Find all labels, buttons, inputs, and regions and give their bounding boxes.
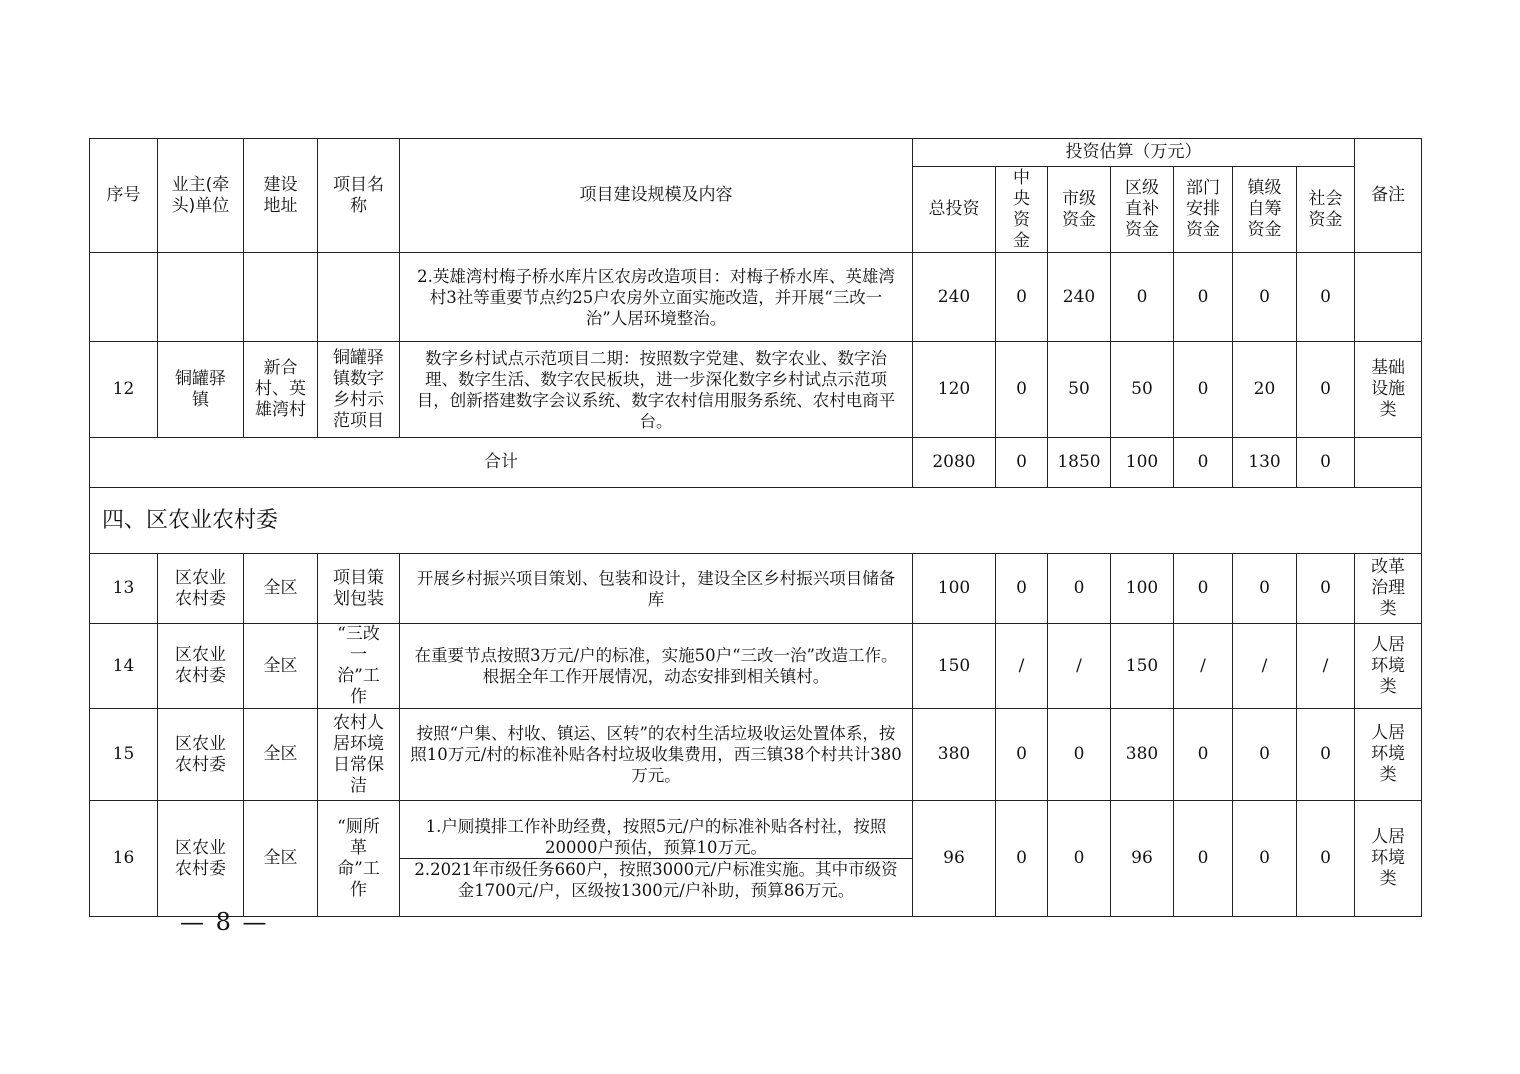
subtotal-district: 100 (1111, 438, 1174, 488)
table-row (90, 342, 1422, 438)
cell-city: 0 (1048, 801, 1111, 917)
cell-district: 380 (1111, 709, 1174, 801)
header-content: 项目建设规模及内容 (400, 139, 913, 253)
cell-central: / (996, 624, 1048, 709)
cell-total: 96 (913, 801, 996, 917)
cell-note (1355, 253, 1422, 342)
investment-table (89, 138, 1422, 917)
cell-district: 0 (1111, 253, 1174, 342)
cell-town: 0 (1233, 801, 1297, 917)
table-row (90, 253, 1422, 342)
cell-central: 0 (996, 554, 1048, 624)
cell-social: 0 (1297, 253, 1355, 342)
header-total: 总投资 (913, 167, 996, 253)
table-row (90, 801, 1422, 917)
cell-dept: 0 (1174, 554, 1233, 624)
cell-owner: 区农业农村委 (158, 709, 244, 801)
cell-city: 0 (1048, 554, 1111, 624)
cell-note: 人居环境类 (1355, 801, 1422, 917)
section-row (90, 488, 1422, 554)
cell-content: 开展乡村振兴项目策划、包装和设计，建设全区乡村振兴项目储备库 (400, 554, 913, 624)
header-city: 市级资金 (1048, 167, 1111, 253)
cell-city: / (1048, 624, 1111, 709)
subtotal-dept: 0 (1174, 438, 1233, 488)
cell-city: 0 (1048, 709, 1111, 801)
cell-project: 铜罐驿镇数字乡村示范项目 (318, 342, 400, 438)
cell-district: 50 (1111, 342, 1174, 438)
header-central: 中央资金 (996, 167, 1048, 253)
cell-seq: 13 (90, 554, 158, 624)
cell-city: 50 (1048, 342, 1111, 438)
cell-total: 120 (913, 342, 996, 438)
cell-content: 数字乡村试点示范项目二期：按照数字党建、数字农业、数字治理、数字生活、数字农民板块，进一步深化数字乡村试点示范项目，创新搭建数字会议系统、数字农村信用服务系统、农村电商平台。 (400, 342, 913, 438)
page-number: — 8 — (180, 908, 269, 936)
cell-dept: 0 (1174, 253, 1233, 342)
cell-central: 0 (996, 342, 1048, 438)
header-town: 镇级自筹资金 (1233, 167, 1297, 253)
cell-note: 改革治理类 (1355, 554, 1422, 624)
cell-note: 人居环境类 (1355, 709, 1422, 801)
cell-owner (158, 253, 244, 342)
cell-owner: 铜罐驿镇 (158, 342, 244, 438)
cell-social: 0 (1297, 801, 1355, 917)
cell-town: 0 (1233, 709, 1297, 801)
subtotal-row (90, 438, 1422, 488)
cell-town: 0 (1233, 253, 1297, 342)
subtotal-town: 130 (1233, 438, 1297, 488)
header-site: 建设地址 (244, 139, 318, 253)
cell-note: 基础设施类 (1355, 342, 1422, 438)
subtotal-note (1355, 438, 1422, 488)
header-district: 区级直补资金 (1111, 167, 1174, 253)
cell-site: 全区 (244, 801, 318, 917)
subtotal-total: 2080 (913, 438, 996, 488)
cell-content: 在重要节点按照3万元/户的标准，实施50户“三改一治”改造工作。根据全年工作开展情况，动态安排到相关镇村。 (400, 624, 913, 709)
table-row (90, 709, 1422, 801)
cell-town: 20 (1233, 342, 1297, 438)
cell-project (318, 253, 400, 342)
content-part-1: 1.户厕摸排工作补助经费，按照5元/户的标准补贴各村社，按照20000户预估，预算10万元。 (425, 817, 887, 857)
cell-project: “三改一治”工作 (318, 624, 400, 709)
cell-site (244, 253, 318, 342)
cell-social: 0 (1297, 554, 1355, 624)
header-project: 项目名称 (318, 139, 400, 253)
header-owner: 业主(牵头)单位 (158, 139, 244, 253)
cell-seq: 14 (90, 624, 158, 709)
table-row (90, 624, 1422, 709)
cell-owner: 区农业农村委 (158, 624, 244, 709)
cell-dept: 0 (1174, 342, 1233, 438)
cell-town: / (1233, 624, 1297, 709)
cell-project: 农村人居环境日常保洁 (318, 709, 400, 801)
cell-note: 人居环境类 (1355, 624, 1422, 709)
cell-site: 全区 (244, 624, 318, 709)
header-social: 社会资金 (1297, 167, 1355, 253)
cell-social: 0 (1297, 342, 1355, 438)
cell-central: 0 (996, 709, 1048, 801)
table-row (90, 554, 1422, 624)
cell-seq: 16 (90, 801, 158, 917)
cell-district: 100 (1111, 554, 1174, 624)
header-dept: 部门安排资金 (1174, 167, 1233, 253)
subtotal-city: 1850 (1048, 438, 1111, 488)
cell-total: 150 (913, 624, 996, 709)
cell-site: 全区 (244, 554, 318, 624)
cell-city: 240 (1048, 253, 1111, 342)
cell-central: 0 (996, 801, 1048, 917)
cell-content (400, 801, 913, 917)
cell-total: 100 (913, 554, 996, 624)
cell-site: 新合村、英雄湾村 (244, 342, 318, 438)
section-title: 四、区农业农村委 (90, 488, 1422, 554)
cell-site: 全区 (244, 709, 318, 801)
cell-seq (90, 253, 158, 342)
cell-seq: 15 (90, 709, 158, 801)
cell-social: 0 (1297, 709, 1355, 801)
header-row-1 (90, 139, 1422, 167)
content-part-2: 2.2021年市级任务660户，按照3000元/户标准实施。其中市级资金1700元/户，区级按1300元/户补助，预算86万元。 (400, 858, 912, 901)
header-investment-group: 投资估算（万元） (913, 139, 1355, 167)
cell-seq: 12 (90, 342, 158, 438)
cell-content: 按照“户集、村收、镇运、区转”的农村生活垃圾收运处置体系，按照10万元/村的标准补贴各村垃圾收集费用，西三镇38个村共计380万元。 (400, 709, 913, 801)
cell-total: 240 (913, 253, 996, 342)
cell-district: 150 (1111, 624, 1174, 709)
cell-social: / (1297, 624, 1355, 709)
cell-owner: 区农业农村委 (158, 801, 244, 917)
cell-owner: 区农业农村委 (158, 554, 244, 624)
cell-central: 0 (996, 253, 1048, 342)
cell-dept: / (1174, 624, 1233, 709)
subtotal-social: 0 (1297, 438, 1355, 488)
cell-dept: 0 (1174, 709, 1233, 801)
cell-district: 96 (1111, 801, 1174, 917)
header-seq: 序号 (90, 139, 158, 253)
header-note: 备注 (1355, 139, 1422, 253)
cell-dept: 0 (1174, 801, 1233, 917)
cell-project: “厕所革命”工作 (318, 801, 400, 917)
cell-town: 0 (1233, 554, 1297, 624)
subtotal-label: 合计 (90, 438, 913, 488)
cell-project: 项目策划包装 (318, 554, 400, 624)
subtotal-central: 0 (996, 438, 1048, 488)
cell-total: 380 (913, 709, 996, 801)
cell-content: 2.英雄湾村梅子桥水库片区农房改造项目：对梅子桥水库、英雄湾村3社等重要节点约25户农房外立面实施改造，并开展“三改一治”人居环境整治。 (400, 253, 913, 342)
